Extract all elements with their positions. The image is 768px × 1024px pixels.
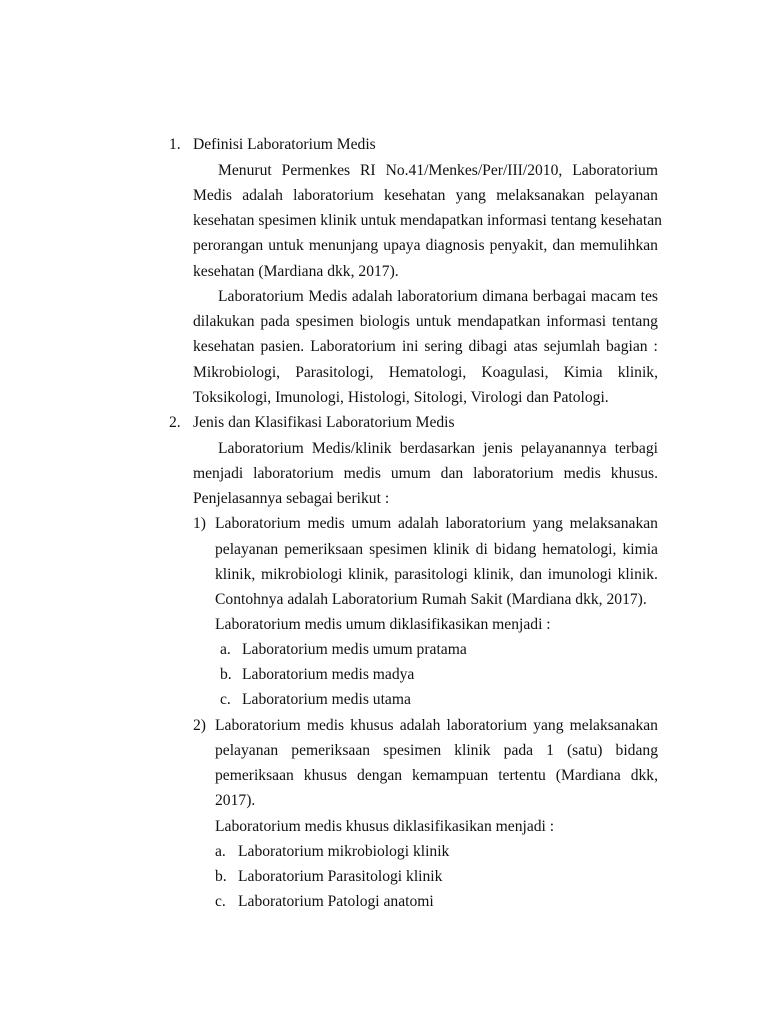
word: klinik. [617,566,658,583]
sublist-letter: b. [220,666,232,683]
word: pelayanannya [520,440,607,457]
word: kemampuan [412,767,489,784]
word: pemeriksaan [284,541,364,558]
word: pelayanan [215,742,279,759]
word: bidang [615,742,658,759]
list-item-line [215,742,658,760]
word: yang [533,717,564,734]
sublist-letter: c. [220,691,231,708]
word: imunologi [547,566,612,583]
word: klinik [433,541,470,558]
section-title: Definisi Laboratorium Medis [193,136,376,153]
paragraph-line [193,338,658,356]
section-number: 2. [169,414,181,431]
word: 1 [546,742,554,759]
sublist-item: Laboratorium Parasitologi klinik [238,868,443,885]
word: melaksanakan [496,187,585,204]
word: pada [503,742,534,759]
paragraph-line [193,364,658,382]
word: kesehatan [383,187,446,204]
word: laboratorium [445,515,526,532]
word: umum [390,465,431,482]
word: klinik [454,742,491,759]
paragraph-line [218,288,658,306]
word: (Mardiana [555,767,621,784]
paragraph-line [193,313,658,331]
section-title: Jenis dan Klasifikasi Laboratorium Medis [193,414,455,431]
word: mikrobiologi [261,566,343,583]
classification-intro: Laboratorium medis khusus diklasifikasikan menjadi : [215,818,555,835]
sublist-item: Laboratorium mikrobiologi klinik [238,843,450,860]
word: upaya [383,237,421,254]
word: : [653,338,658,355]
word: dengan [357,767,403,784]
word: tes [640,288,658,305]
sublist-letter: a. [220,641,231,658]
word: laboratorium [473,465,554,482]
word: memulihkan [580,237,658,254]
list-item-line: 2017). [215,792,256,809]
word: laboratorium [397,288,478,305]
word: tertentu [498,767,546,784]
word: pemeriksaan [291,742,371,759]
sublist-item: Laboratorium medis utama [242,691,411,708]
word: Laboratorium [215,515,301,532]
word: adalah [242,187,283,204]
section-number: 1. [169,136,181,153]
word: yang [455,187,486,204]
word: adalah [351,288,393,305]
word: Permenkes [281,162,351,179]
word: berbagai [532,288,587,305]
word: untuk [415,313,452,330]
word: menunjang [308,237,379,254]
word: bagian [605,338,648,355]
word: kimia [622,541,658,558]
word: pada [260,313,290,330]
word: dan [552,237,575,254]
word: kesehatan [193,338,255,355]
word: sejumlah [543,338,600,355]
word: Medis/klinik [311,440,392,457]
word: klinik, [473,566,514,583]
word: dilakukan [193,313,255,330]
word: pelayanan [215,541,279,558]
word: adalah [397,515,439,532]
word: terbagi [614,440,658,457]
word: dimana [482,288,529,305]
paragraph-line [193,465,658,483]
word: Laboratorium [572,162,658,179]
word: dibagi [468,338,508,355]
paragraph-line [218,162,658,180]
word: Mikrobiologi, [193,364,281,381]
sublist-letter: b. [215,868,227,885]
word: khusus [350,717,394,734]
word: atas [513,338,538,355]
list-item-line [215,717,658,735]
word: RI [360,162,376,179]
word: Parasitologi, [295,364,374,381]
word: medis [307,515,345,532]
word: No.41/Menkes/Per/III/2010, [385,162,563,179]
word: bidang [493,541,537,558]
word: adalah [399,717,441,734]
word: Laboratorium [310,338,396,355]
list-item-line: Contohnya adalah Laboratorium Rumah Sakit (Mardiana dkk, 2017). [215,591,647,608]
sublist-item: Laboratorium medis umum pratama [242,641,467,658]
paragraph-line: Toksikologi, Imunologi, Histologi, Sitologi, Virologi dan Patologi. [193,389,609,406]
word: laboratorium [293,187,374,204]
sublist-item: Laboratorium Patologi anatomi [238,893,434,910]
word: Hematologi, [388,364,467,381]
word: hematologi, [542,541,617,558]
word: Koagulasi, [481,364,549,381]
word: menjadi [193,465,244,482]
word: dan [519,566,543,583]
word: Laboratorium [218,288,304,305]
paragraph-line [193,187,658,205]
word: yang [532,515,563,532]
word: (satu) [566,742,603,759]
word: Laboratorium [215,717,301,734]
paragraph-line [193,237,658,255]
word: macam [591,288,637,305]
word: perorangan [193,237,264,254]
word: medis [306,717,345,734]
word: parasitologi [394,566,468,583]
word: spesimen [383,742,442,759]
word: sering [424,338,463,355]
classification-intro: Laboratorium medis umum diklasifikasikan menjadi : [215,616,551,633]
word: melaksanakan [569,515,658,532]
word: untuk [268,237,304,254]
word: khusus. [610,465,658,482]
word: Laboratorium [218,440,304,457]
word: jenis [483,440,513,457]
word: klinik, [348,566,389,583]
word: pelayanan [594,187,658,204]
word: Menurut [218,162,272,179]
word: berdasarkan [399,440,476,457]
paragraph-line: kesehatan (Mardiana dkk, 2017). [193,263,399,280]
word: Kimia [563,364,603,381]
word: biologis [359,313,410,330]
word: medis [343,465,381,482]
sublist-letter: a. [215,843,226,860]
word: dkk, [630,767,658,784]
list-item-line [215,541,658,559]
word: mendapatkan [457,313,541,330]
word: dan [440,465,464,482]
word: pasien. [260,338,305,355]
list-item-line [215,566,658,584]
list-item-line [215,767,658,785]
word: Medis [308,288,348,305]
word: medis [563,465,601,482]
word: di [475,541,488,558]
word: Medis [193,187,232,204]
word: spesimen [295,313,354,330]
word: penyakit, [489,237,548,254]
sublist-item: Laboratorium medis madya [242,666,415,683]
list-item-number: 1) [193,515,206,532]
word: klinik, [617,364,658,381]
list-item-number: 2) [193,717,206,734]
word: khusus [303,767,348,784]
sublist-letter: c. [215,893,226,910]
paragraph-line: kesehatan spesimen klinik untuk mendapatkan informasi tentang kesehatan [193,212,662,229]
word: klinik, [215,566,256,583]
list-item-line [215,515,658,533]
word: laboratorium [253,465,334,482]
word: spesimen [369,541,428,558]
word: ini [401,338,419,355]
word: diagnosis [425,237,485,254]
word: umum [351,515,392,532]
word: laboratorium [446,717,528,734]
word: pemeriksaan [215,767,294,784]
paragraph-line [218,440,658,458]
word: tentang [612,313,658,330]
word: melaksanakan [569,717,658,734]
paragraph-line: Penjelasannya sebagai berikut : [193,490,390,507]
word: informasi [546,313,607,330]
